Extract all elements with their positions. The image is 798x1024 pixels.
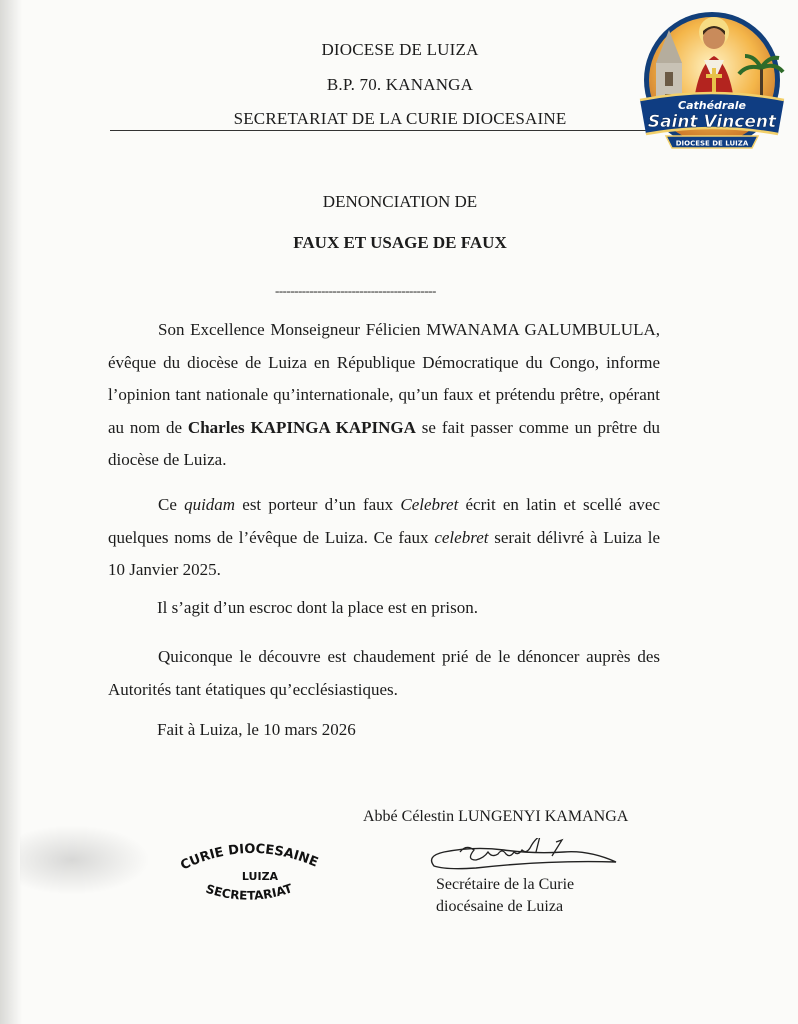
handwritten-signature-icon [420,838,630,878]
p2-celebret-2: celebret [434,527,489,547]
p2-quidam: quidam [184,495,236,514]
header-divider [110,130,650,131]
header-secretariat: SECRETARIAT DE LA CURIE DIOCESAINE [233,109,567,128]
scan-smudge [20,825,150,895]
paragraph-escroc: Il s’agit d’un escroc dont la place est en prison. [157,598,479,617]
logo-line-1: Cathédrale [678,99,746,112]
impostor-name: Charles KAPINGA KAPINGA [187,417,416,437]
p2-text-d: serait délivré à Luiza le 10 Janvier 2025. [108,527,661,579]
header-diocese: DIOCESE DE LUIZA [321,40,479,59]
signatory-role-line-1: Secrétaire de la Curie [436,876,575,893]
stamp-line-3: SECRETARIAT [204,881,295,903]
signatory-role [436,874,574,918]
logo-line-3: DIOCESE DE LUIZA [675,139,749,148]
title-faux-usage: FAUX ET USAGE DE FAUX [293,233,507,252]
p2-text-a: Ce [158,495,185,514]
paragraph-denounce [108,641,660,706]
cathedral-saint-vincent-logo-icon [632,8,792,166]
scan-shadow [0,0,22,1024]
date-line: Fait à Luiza, le 10 mars 2026 [157,720,356,739]
stamp-line-2: LUIZA [241,870,279,883]
title-separator: ------------------------------------------ [275,283,436,298]
logo-line-2: Saint Vincent [647,112,777,132]
p1-text-b: se fait passer comme un prêtre du diocèse de Luiza. [108,417,660,469]
signatory-name: Abbé Célestin LUNGENYI KAMANGA [363,808,629,825]
paragraph-announcement [108,314,660,477]
p4-text: Quiconque le découvre est chaudement prié de le dénoncer auprès des Autorités tant étatiques qu’ecclésiastiques. [108,647,660,699]
p2-celebret-1: Celebret [400,495,459,514]
title-denonciation: DENONCIATION DE [322,192,478,211]
curie-stamp-icon [175,830,335,920]
p2-text-b: est porteur d’un faux [235,495,401,514]
p1-text-a: Son Excellence Monseigneur Félicien MWANAMA GALUMBULULA, évêque du diocèse de Luiza en République Démocratique du Congo, informe l’opinion tant nationale qu’internationale, qu’un faux et prétendu prêtre, opérant au nom de [108,320,660,437]
stamp-line-1: CURIE DIOCESAINE [178,841,321,874]
paragraph-celebret [108,489,660,587]
signatory-role-line-2: diocésaine de Luiza [436,898,564,915]
header-address: B.P. 70. KANANGA [326,75,474,94]
p2-text-c: écrit en latin et scellé avec quelques noms de l’évêque de Luiza. Ce faux [108,495,661,547]
